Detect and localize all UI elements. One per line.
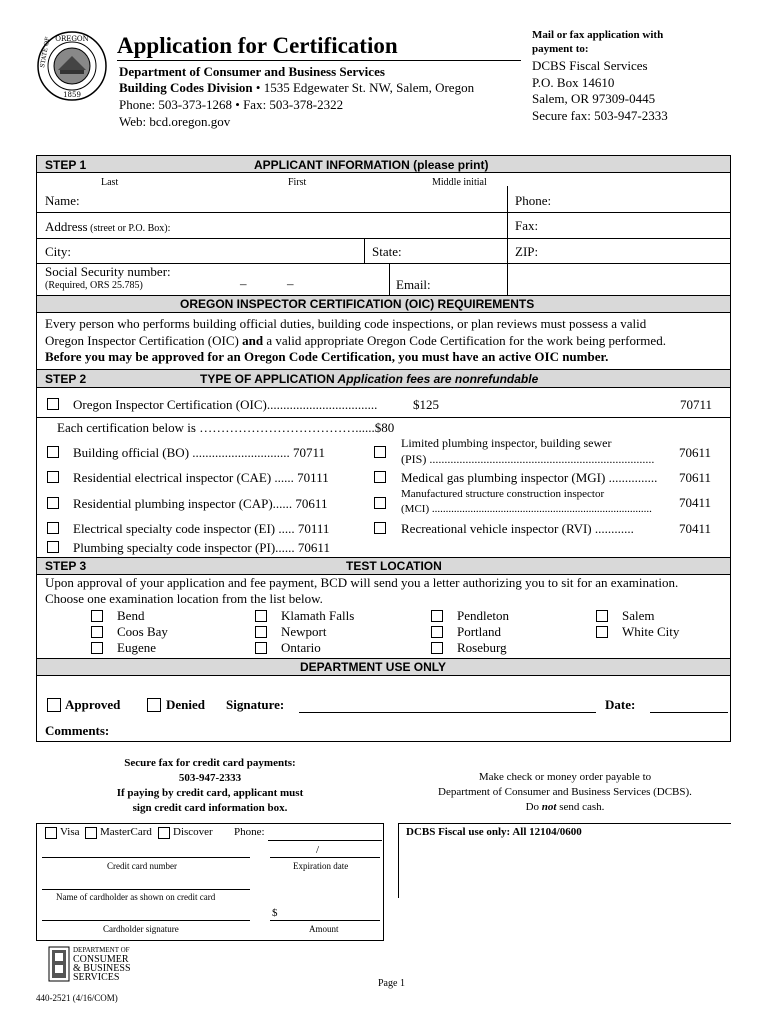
loc-newport-label: Newport (281, 624, 327, 639)
check-line3-c: send cash. (556, 801, 605, 813)
divider (364, 238, 365, 263)
col-last: Last (101, 177, 119, 188)
bo-checkbox[interactable] (47, 446, 59, 458)
contact-phone: Phone: 503-373-1268 • Fax: 503-378-2322 (119, 97, 344, 112)
contact-web: Web: bcd.oregon.gov (119, 114, 231, 129)
oic-line2-c: a valid appropriate Oregon Code Certification for the work being performed. (263, 332, 666, 348)
cc-number-line[interactable] (42, 857, 250, 858)
loc-bend-label: Bend (117, 608, 145, 623)
mgi-label: Medical gas plumbing inspector (MGI) ............... (401, 470, 658, 485)
step1-note: (please print) (409, 158, 489, 172)
cc-phone-line[interactable] (268, 840, 382, 841)
rule (37, 212, 730, 213)
expiration-line[interactable] (270, 857, 380, 858)
mgi-checkbox[interactable] (374, 471, 386, 483)
mail-line: P.O. Box 14610 (532, 74, 615, 90)
mail-line: Secure fax: 503-947-2333 (532, 107, 668, 123)
visa-label: Visa (60, 826, 80, 838)
visa-checkbox[interactable] (45, 827, 57, 839)
secure-fax-line: If paying by credit card, applicant must (116, 787, 304, 799)
loc-eugene-label: Eugene (117, 640, 156, 655)
amount-line[interactable] (270, 920, 380, 921)
loc-bend-checkbox[interactable] (91, 610, 103, 622)
ssn-note: (Required, ORS 25.785) (45, 280, 143, 291)
discover-checkbox[interactable] (158, 827, 170, 839)
secure-fax-line: Secure fax for credit card payments: (124, 757, 296, 769)
approved-checkbox[interactable] (47, 698, 61, 712)
step1-title: APPLICANT INFORMATION (254, 158, 410, 172)
cc-phone-label: Phone: (234, 826, 265, 838)
state-label: State: (372, 244, 402, 259)
mail-heading (532, 28, 663, 56)
pi-label: Plumbing specialty code inspector (PI)...... 70611 (73, 540, 330, 555)
mci-label (401, 487, 671, 517)
loc-roseburg-checkbox[interactable] (431, 642, 443, 654)
cardholder-sig-caption: Cardholder signature (103, 924, 179, 934)
oic-text (45, 316, 727, 366)
dcbs-logo (48, 944, 148, 984)
oic-line2-a: Oregon Inspector Certification (OIC) (45, 332, 243, 348)
oic-line (45, 333, 727, 350)
logo-line: & BUSINESS (73, 963, 131, 974)
ssn-dash: – (287, 276, 294, 291)
denied-label: Denied (166, 697, 205, 712)
check-line3-b: not (541, 801, 557, 813)
step1-label: STEP 1 (45, 158, 87, 172)
secure-fax-block (103, 756, 317, 816)
mail-heading-1: Mail or fax application with (532, 29, 664, 41)
loc-ontario-label: Ontario (281, 640, 321, 655)
mail-line: Salem, OR 97309-0445 (532, 91, 656, 106)
ei-checkbox[interactable] (47, 522, 59, 534)
mci-code: 70411 (679, 495, 712, 510)
pis-label (401, 435, 671, 467)
secure-fax-line: sign credit card information box. (132, 802, 288, 814)
amount-dollar: $ (272, 907, 278, 919)
address-label (45, 219, 170, 235)
ssn-dash: – (240, 276, 247, 291)
rvi-label: Recreational vehicle inspector (RVI) ............ (401, 521, 634, 536)
pis-code: 70611 (679, 445, 712, 460)
svg-text:OREGON: OREGON (55, 35, 89, 43)
mail-heading-2: payment to: (532, 43, 589, 55)
oic-line: Before you may be approved for an Oregon Code Certification, you must have an active OIC number. (45, 349, 609, 364)
title-rule (117, 60, 521, 61)
city-label: City: (45, 244, 72, 259)
dept-name: Department of Consumer and Business Services (119, 64, 385, 79)
step2-label: STEP 2 (45, 372, 87, 386)
ei-label: Electrical specialty code inspector (EI) ..... 70111 (73, 521, 330, 536)
col-first: First (288, 177, 307, 188)
secure-fax-line: 503-947-2333 (178, 772, 242, 784)
logo-line: SERVICES (73, 972, 120, 983)
cardholder-sig-line[interactable] (42, 920, 250, 921)
dept-use-heading: DEPARTMENT USE ONLY (300, 660, 447, 674)
step3-text (45, 575, 678, 607)
mastercard-label: MasterCard (100, 826, 152, 838)
oic-code: 70711 (680, 397, 713, 412)
logo-line: DEPARTMENT OF (73, 946, 130, 954)
address-note: (street or P.O. Box): (87, 223, 171, 234)
mail-address (532, 58, 668, 124)
step3-line: Choose one examination location from the list below. (45, 591, 323, 606)
loc-whitecity-checkbox[interactable] (596, 626, 608, 638)
cc-number-caption: Credit card number (107, 861, 177, 871)
loc-coosbay-checkbox[interactable] (91, 626, 103, 638)
ssn-label: Social Security number: (45, 264, 171, 279)
loc-klamath-label: Klamath Falls (281, 608, 355, 623)
mci-label-2: (MCI) ................................................................................ (401, 503, 652, 515)
expiration-caption: Expiration date (293, 861, 349, 871)
denied-checkbox[interactable] (147, 698, 161, 712)
exp-slash: / (316, 844, 320, 856)
date-line[interactable] (650, 712, 728, 713)
date-label: Date: (605, 697, 636, 712)
logo-text (73, 946, 131, 982)
division-address: • 1535 Edgewater St. NW, Salem, Oregon (252, 80, 475, 95)
logo-line: CONSUMER (73, 954, 129, 965)
signature-label: Signature: (226, 697, 285, 712)
fiscal-label: DCBS Fiscal use only: All 12104/0600 (406, 826, 582, 838)
check-line: Make check or money order payable to (478, 771, 652, 783)
loc-salem-label: Salem (622, 608, 655, 623)
cae-label: Residential electrical inspector (CAE) ...... 70111 (73, 470, 329, 485)
pis-label-2: (PIS) ........................................................................... (401, 452, 655, 466)
address-label-text: Address (45, 219, 88, 234)
mgi-code: 70611 (679, 470, 712, 485)
step2-title: TYPE OF APPLICATION (200, 372, 335, 386)
loc-pendleton-label: Pendleton (457, 608, 509, 623)
mci-label-1: Manufactured structure construction inspector (401, 488, 605, 500)
state-seal (36, 30, 108, 102)
cardholder-name-line[interactable] (42, 889, 250, 890)
cae-checkbox[interactable] (47, 471, 59, 483)
rvi-checkbox[interactable] (374, 522, 386, 534)
pis-label-1: Limited plumbing inspector, building sewer (401, 436, 612, 450)
oic-fee: $125 (413, 397, 439, 412)
each-cert-label: Each certification below is ………………………………......$80 (57, 420, 395, 435)
loc-pendleton-checkbox[interactable] (431, 610, 443, 622)
check-block (415, 770, 715, 815)
signature-line[interactable] (299, 712, 596, 713)
step3-heading: TEST LOCATION (346, 559, 442, 573)
loc-coosbay-label: Coos Bay (117, 624, 168, 639)
name-label: Name: (45, 193, 80, 208)
loc-klamath-checkbox[interactable] (255, 610, 267, 622)
oic-line: Every person who performs building official duties, building code inspections, or plan reviews must possess a valid (45, 316, 647, 331)
rule (37, 417, 730, 418)
rvi-code: 70411 (679, 521, 712, 536)
division-line (119, 80, 474, 96)
step1-heading (254, 158, 488, 172)
svg-text:1859: 1859 (63, 91, 81, 99)
oic-option-label: Oregon Inspector Certification (OIC).................................. (73, 397, 378, 412)
page-number: Page 1 (378, 978, 405, 989)
loc-roseburg-label: Roseburg (457, 640, 507, 655)
oic-checkbox[interactable] (47, 398, 59, 410)
comments-label: Comments: (45, 723, 110, 738)
loc-salem-checkbox[interactable] (596, 610, 608, 622)
fax-label: Fax: (515, 218, 539, 233)
amount-caption: Amount (309, 924, 339, 934)
zip-label: ZIP: (515, 244, 539, 259)
loc-ontario-checkbox[interactable] (255, 642, 267, 654)
divider (389, 263, 390, 295)
approved-label: Approved (65, 697, 121, 712)
cap-checkbox[interactable] (47, 497, 59, 509)
phone-label: Phone: (515, 193, 552, 208)
oic-heading: OREGON INSPECTOR CERTIFICATION (OIC) REQUIREMENTS (180, 297, 535, 311)
page-title: Application for Certification (117, 33, 398, 58)
loc-portland-checkbox[interactable] (431, 626, 443, 638)
step2-heading (200, 372, 538, 386)
cap-label: Residential plumbing inspector (CAP)...... 70611 (73, 496, 328, 511)
loc-whitecity-label: White City (622, 624, 680, 639)
step2-note: Application fees are nonrefundable (334, 372, 539, 386)
check-line (415, 800, 715, 815)
mail-line: DCBS Fiscal Services (532, 58, 648, 73)
division-name: Building Codes Division (119, 80, 253, 95)
pis-checkbox[interactable] (374, 446, 386, 458)
pi-checkbox[interactable] (47, 541, 59, 553)
step3-label: STEP 3 (45, 559, 87, 573)
mci-checkbox[interactable] (374, 497, 386, 509)
mastercard-checkbox[interactable] (85, 827, 97, 839)
discover-label: Discover (173, 826, 213, 838)
rule (37, 238, 730, 239)
col-middle: Middle initial (432, 177, 487, 188)
check-line: Department of Consumer and Business Services (DCBS). (438, 786, 692, 798)
divider (507, 186, 508, 295)
check-line3-a: Do (525, 801, 542, 813)
form-number: 440-2521 (4/16/COM) (36, 993, 118, 1003)
cardholder-name-caption: Name of cardholder as shown on credit card (56, 892, 216, 902)
oic-line2-b: and (242, 332, 264, 348)
loc-portland-label: Portland (457, 624, 502, 639)
loc-newport-checkbox[interactable] (255, 626, 267, 638)
step3-line: Upon approval of your application and fee payment, BCD will send you a letter authorizing you to sit for an examination. (45, 575, 679, 590)
email-label: Email: (396, 277, 431, 292)
bo-label: Building official (BO) .............................. 70711 (73, 445, 326, 460)
loc-eugene-checkbox[interactable] (91, 642, 103, 654)
svg-text:STATE OF: STATE OF (39, 36, 52, 69)
